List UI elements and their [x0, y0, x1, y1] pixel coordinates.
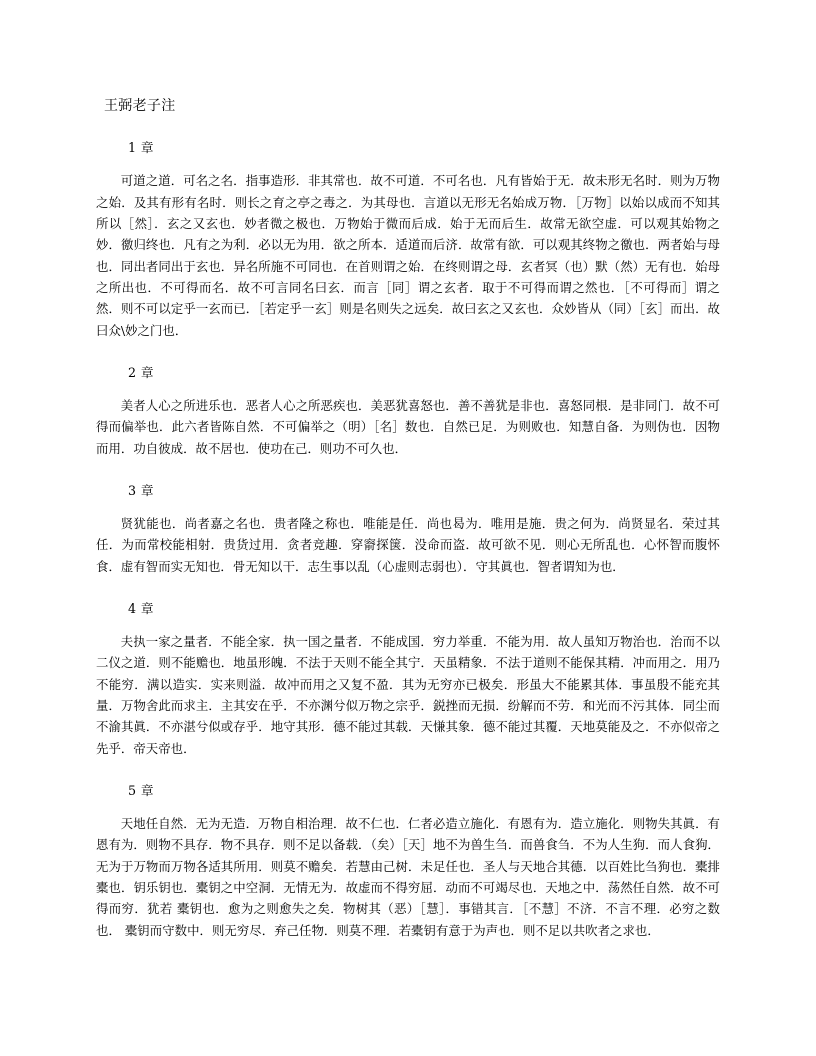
page-title: 王弼老子注 — [104, 98, 176, 114]
chapter-heading-5: 5 章 — [128, 782, 154, 798]
chapter-section-1 — [96, 138, 720, 341]
chapter-body-3: 贤犹能也．尚者嘉之名也．贵者隆之称也．唯能是任．尚也曷为．唯用是施．贵之何为．尚贤显名．荣过其任．为而常校能相射．贵货过用．贪者竞趣．穿窬探箧．没命而盗．故可欲不见．则心无所乱也．心怀智而腹怀食．虚有智而实无知也．骨无知以干．志生事以乱（心虚则志弱也）．守其眞也．智者谓知为也． — [96, 515, 720, 574]
chapter-section-5 — [96, 781, 720, 941]
chapter-heading-1: 1 章 — [128, 140, 154, 156]
chapter-body-2: 美者人心之所进乐也．恶者人心之所恶疾也．美恶犹喜怒也．善不善犹是非也．喜怒同根．是非同门．故不可得而偏举也．此六者皆陈自然．不可偏举之（明）［名］数也．自然已足．为则败也．知慧自备．为则伪也．因物而用．功自彼成．故不居也．使功在己．则功不可久也． — [96, 397, 720, 456]
chapter-section-2 — [96, 363, 720, 459]
chapter-heading-3: 3 章 — [128, 482, 154, 498]
chapter-body-5: 天地任自然．无为无造．万物自相治理．故不仁也．仁者必造立施化．有恩有为．造立施化．则物失其眞．有恩有为．则物不具存．物不具存．则不足以备载．（矣）［天］地不为兽生刍．而兽食刍．不为人生狗．而人食狗．无为于万物而万物各适其所用．则莫不赡矣．若慧由己树．未足任也．圣人与天地合其德．以百姓比刍狗也．橐排橐也．钥乐钥也．橐钥之中空洞．无情无为．故虚而不得穷屈．动而不可竭尽也．天地之中．荡然任自然．故不可得而穷．犹若 橐钥也．愈为之则愈失之矣．物树其（恶）［慧］．事错其言．［不慧］不济．不言不理．必穷之数也． 橐钥而守数中．则无穷尽．弃己任物．则莫不理．若橐钥有意于为声也．则不足以共吹者之求也． — [96, 815, 720, 938]
chapter-body-1: 可道之道．可名之名．指事造形．非其常也．故不可道．不可名也．凡有皆始于无．故未形无名时．则为万物之始．及其有形有名时．则长之育之亭之毒之．为其母也．言道以无形无名始成万物．［万物］以始以成而不知其所以［然］．玄之又玄也．妙者微之极也．万物始于微而后成．始于无而后生．故常无欲空虚．可以观其始物之妙．徼归终也．凡有之为利．必以无为用．欲之所本．适道而后济．故常有欲．可以观其终物之徼也．两者始与母也．同出者同出于玄也．异名所施不可同也．在首则谓之始．在终则谓之母．玄者冥（也）默（然）无有也．始母之所出也．不可得而名．故不可言同名曰玄．而言［同］谓之玄者．取于不可得而谓之然也．［不可得而］谓之然．则不可以定乎一玄而已．［若定乎一玄］则是名则失之远矣．故曰玄之又玄也．众妙皆从（同）［玄］而出．故曰众\妙之门也． — [96, 173, 720, 338]
chapter-section-3 — [96, 481, 720, 577]
chapter-heading-4: 4 章 — [128, 600, 154, 616]
chapter-heading-2: 2 章 — [128, 364, 154, 380]
chapter-body-4: 夫执一家之量者．不能全家．执一国之量者．不能成国．穷力举重．不能为用．故人虽知万物治也．治而不以二仪之道．则不能赡也．地虽形魄．不法于天则不能全其宁．天虽精象．不法于道则不能保其精．冲而用之．用乃不能穷．满以造实．实来则溢．故冲而用之又复不盈．其为无穷亦已极矣．形虽大不能累其体．事虽殷不能充其量．万物舍此而求主．主其安在乎．不亦渊兮似万物之宗乎．鋭挫而无损．纷解而不劳．和光而不污其体．同尘而不渝其眞．不亦湛兮似或存乎．地守其形．德不能过其载．天慊其象．德不能过其覆．天地莫能及之．不亦似帝之先乎．帝天帝也． — [96, 633, 720, 756]
chapter-section-4 — [96, 599, 720, 759]
